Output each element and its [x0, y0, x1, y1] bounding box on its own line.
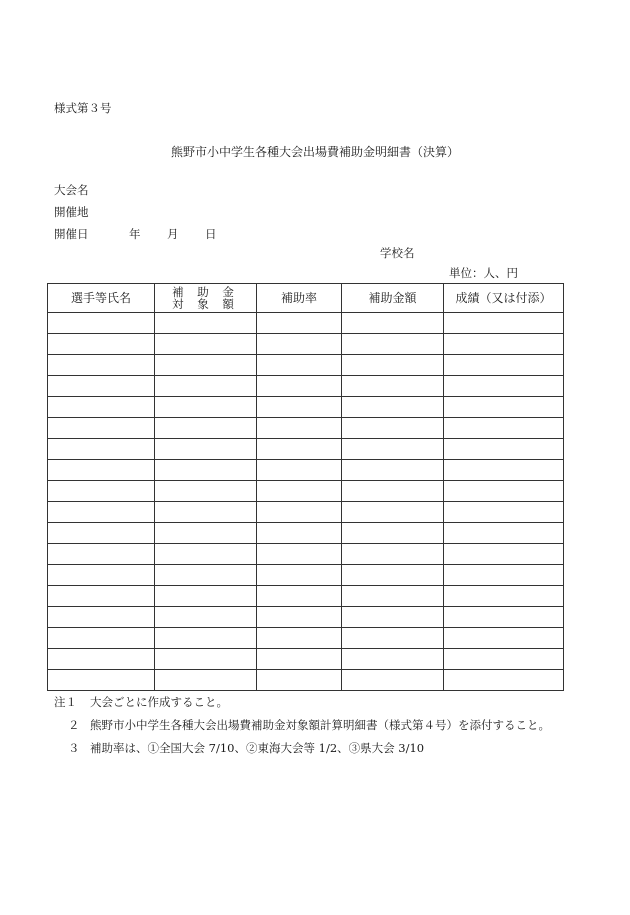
table-cell: [155, 628, 257, 649]
table-cell: [155, 334, 257, 355]
note-label: ２: [68, 718, 80, 732]
subsidy-detail-table: [47, 283, 564, 691]
table-cell: [444, 523, 564, 544]
table-cell: [342, 460, 444, 481]
table-row: [48, 502, 564, 523]
header-player-name: 選手等氏名: [48, 284, 155, 313]
month-label: 月: [167, 227, 179, 241]
table-cell: [342, 523, 444, 544]
table-cell: [444, 397, 564, 418]
table-cell: [342, 649, 444, 670]
table-cell: [155, 460, 257, 481]
table-row: [48, 460, 564, 481]
table-cell: [257, 523, 342, 544]
table-cell: [155, 313, 257, 334]
table-cell: [48, 397, 155, 418]
table-cell: [48, 439, 155, 460]
table-cell: [257, 502, 342, 523]
unit-label: 単位：人、円: [449, 266, 518, 280]
table-cell: [48, 481, 155, 502]
table-cell: [48, 313, 155, 334]
table-row: [48, 523, 564, 544]
tournament-name-label: 大会名: [54, 183, 89, 197]
table-cell: [155, 376, 257, 397]
table-row: [48, 649, 564, 670]
note-text: 補助率は、①全国大会 7/10、②東海大会等 1/2、③県大会 3/10: [90, 741, 425, 755]
table-cell: [342, 334, 444, 355]
venue-label: 開催地: [54, 205, 89, 219]
table-cell: [48, 544, 155, 565]
table-cell: [155, 586, 257, 607]
table-cell: [257, 649, 342, 670]
document-title: 熊野市小中学生各種大会出場費補助金明細書（決算）: [170, 145, 459, 159]
table-cell: [444, 670, 564, 691]
table-body: [48, 313, 564, 691]
table-cell: [257, 334, 342, 355]
table-cell: [444, 376, 564, 397]
table-cell: [257, 376, 342, 397]
table-cell: [342, 670, 444, 691]
header-eligible-line2: 対 象 額: [172, 297, 239, 311]
table-row: [48, 397, 564, 418]
table-cell: [48, 649, 155, 670]
table-cell: [342, 397, 444, 418]
note-text: 大会ごとに作成すること。: [90, 695, 228, 709]
table-row: [48, 376, 564, 397]
table-cell: [48, 460, 155, 481]
year-label: 年: [129, 227, 141, 241]
table-cell: [342, 586, 444, 607]
table-row: [48, 544, 564, 565]
table-cell: [48, 586, 155, 607]
table-row: [48, 334, 564, 355]
table-cell: [155, 481, 257, 502]
note-item: [54, 695, 550, 718]
school-name-label: 学校名: [380, 246, 415, 260]
table-cell: [342, 607, 444, 628]
table-cell: [155, 565, 257, 586]
table-cell: [342, 544, 444, 565]
table-cell: [155, 418, 257, 439]
table-cell: [444, 334, 564, 355]
table-cell: [155, 607, 257, 628]
table-row: [48, 418, 564, 439]
table-cell: [155, 502, 257, 523]
table-cell: [257, 565, 342, 586]
table-cell: [48, 565, 155, 586]
note-item: [54, 718, 550, 741]
table-cell: [257, 607, 342, 628]
table-cell: [342, 628, 444, 649]
table-cell: [444, 460, 564, 481]
table-cell: [444, 607, 564, 628]
day-label: 日: [205, 227, 217, 241]
table-row: [48, 355, 564, 376]
table-row: [48, 607, 564, 628]
table-cell: [444, 565, 564, 586]
table-row: [48, 439, 564, 460]
table-cell: [48, 355, 155, 376]
table-cell: [257, 313, 342, 334]
table-cell: [257, 355, 342, 376]
table-cell: [444, 313, 564, 334]
table-cell: [257, 544, 342, 565]
header-eligible-amount: [155, 284, 257, 313]
table-row: [48, 670, 564, 691]
form-number: 様式第３号: [54, 101, 112, 115]
table-row: [48, 313, 564, 334]
table-cell: [48, 334, 155, 355]
table-cell: [155, 670, 257, 691]
notes: [54, 695, 550, 764]
table-cell: [48, 523, 155, 544]
table-row: [48, 565, 564, 586]
table-cell: [155, 544, 257, 565]
table-cell: [155, 397, 257, 418]
table-cell: [48, 502, 155, 523]
table-cell: [342, 418, 444, 439]
table-row: [48, 586, 564, 607]
table-cell: [48, 628, 155, 649]
table-cell: [257, 439, 342, 460]
table-cell: [444, 628, 564, 649]
table-cell: [444, 418, 564, 439]
note-label: 注１: [54, 695, 77, 709]
table-cell: [444, 649, 564, 670]
table-cell: [342, 355, 444, 376]
header-results: 成績（又は付添）: [444, 284, 564, 313]
table-cell: [444, 544, 564, 565]
table-cell: [257, 628, 342, 649]
table-cell: [444, 481, 564, 502]
table-cell: [342, 565, 444, 586]
table-cell: [342, 376, 444, 397]
note-label: ３: [68, 741, 80, 755]
header-subsidy-rate: 補助率: [257, 284, 342, 313]
table-cell: [342, 313, 444, 334]
note-text: 熊野市小中学生各種大会出場費補助金対象額計算明細書（様式第４号）を添付すること。: [90, 718, 550, 732]
table-cell: [155, 439, 257, 460]
table-cell: [257, 670, 342, 691]
table-cell: [342, 481, 444, 502]
table-cell: [342, 439, 444, 460]
table-cell: [444, 586, 564, 607]
table-cell: [257, 418, 342, 439]
table-cell: [155, 355, 257, 376]
header-subsidy-amount: 補助金額: [342, 284, 444, 313]
table-row: [48, 481, 564, 502]
table-cell: [155, 523, 257, 544]
table-cell: [48, 418, 155, 439]
note-item: [54, 741, 550, 764]
table-cell: [444, 439, 564, 460]
table-cell: [444, 355, 564, 376]
table-cell: [444, 502, 564, 523]
header-eligible-line1: 補 助 金: [172, 285, 239, 299]
table-cell: [257, 481, 342, 502]
table-cell: [48, 607, 155, 628]
table-row: [48, 628, 564, 649]
date-label: 開催日: [54, 227, 89, 241]
table-cell: [48, 670, 155, 691]
table-cell: [155, 649, 257, 670]
table-cell: [342, 502, 444, 523]
table-cell: [257, 586, 342, 607]
table-cell: [48, 376, 155, 397]
table-cell: [257, 397, 342, 418]
table-header-row: [48, 284, 564, 313]
table-cell: [257, 460, 342, 481]
